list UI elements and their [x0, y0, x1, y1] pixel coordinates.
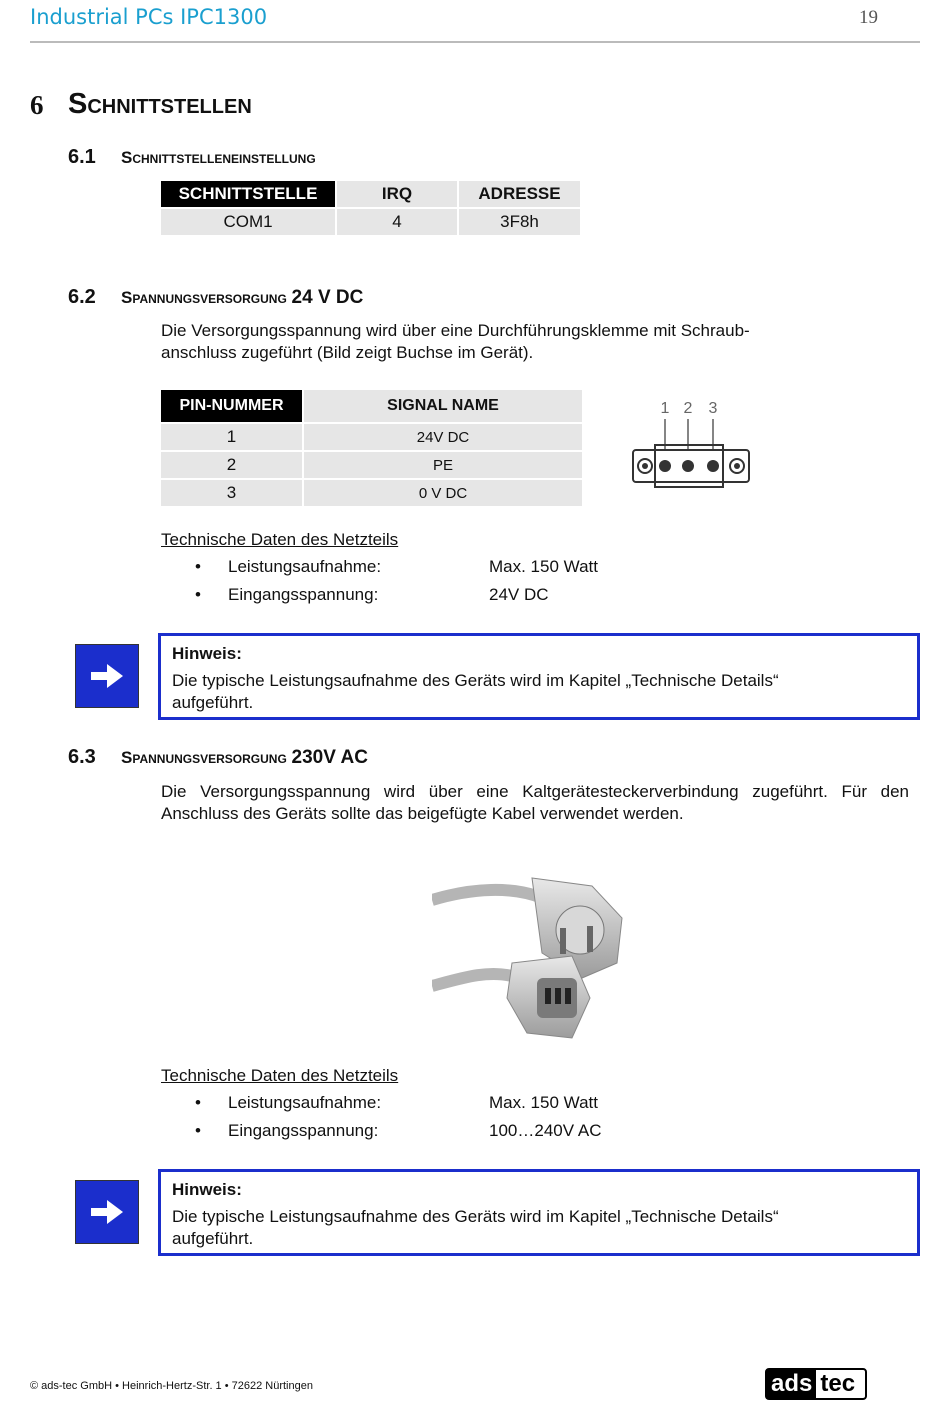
- tech-data-title: Technische Daten des Netzteils: [161, 530, 399, 549]
- note-text: Die typische Leistungsaufnahme des Geräts wird im Kapitel „Technische Details“ aufgeführt.: [172, 1207, 779, 1248]
- table-cell: 3: [161, 480, 302, 506]
- table-cell: 4: [337, 209, 457, 235]
- table-row: [161, 480, 582, 506]
- table-cell: COM1: [161, 209, 335, 235]
- section-title: Spannungsversorgung 230V AC: [121, 747, 368, 768]
- footer-address: © ads-tec GmbH • Heinrich-Hertz-Str. 1 • 72622 Nürtingen: [30, 1380, 313, 1392]
- spec-label: Leistungsaufnahme:: [228, 557, 382, 576]
- pin-label: 1: [660, 400, 670, 417]
- table-header: SIGNAL NAME: [304, 390, 582, 422]
- bullet-icon: •: [195, 557, 201, 576]
- section-paragraph: Die Versorgungsspannung wird über eine Durchführungsklemme mit Schraub- anschluss zugeführt (Bild zeigt Buchse im Gerät).: [161, 321, 750, 362]
- chapter-title: Schnittstellen: [68, 88, 252, 120]
- note-title: Hinweis:: [172, 644, 242, 663]
- note-title: Hinweis:: [172, 1180, 242, 1199]
- table-cell: 0 V DC: [304, 480, 582, 506]
- section-number: 6.3: [68, 746, 96, 768]
- table-header: ADRESSE: [459, 181, 580, 207]
- interface-table: [159, 179, 582, 237]
- note-box: [158, 1169, 920, 1256]
- table-header: IRQ: [337, 181, 457, 207]
- bullet-icon: •: [195, 1121, 201, 1140]
- section-number: 6.2: [68, 286, 96, 308]
- spec-label: Leistungsaufnahme:: [228, 1093, 382, 1112]
- page-header-title: Industrial PCs IPC1300: [30, 5, 268, 29]
- spec-label: Eingangsspannung:: [228, 585, 379, 604]
- table-cell: 24V DC: [304, 424, 582, 450]
- header-divider: [30, 41, 920, 43]
- page-number: 19: [859, 7, 878, 28]
- bullet-icon: •: [195, 585, 201, 604]
- spec-value: Max. 150 Watt: [489, 557, 598, 576]
- pin-table: [159, 388, 584, 508]
- spec-value: 24V DC: [489, 585, 549, 604]
- spec-label: Eingangsspannung:: [228, 1121, 379, 1140]
- section-paragraph: Die Versorgungsspannung wird über eine Kaltgerätesteckerverbindung zugeführt. Für den Anschluss des Geräts sollte das beigefügte Kabel verwendet werden.: [161, 782, 909, 823]
- power-cable-image: [432, 858, 637, 1048]
- table-row: [161, 424, 582, 450]
- arrow-right-icon: [75, 1180, 139, 1244]
- section-number: 6.1: [68, 146, 96, 168]
- bullet-icon: •: [195, 1093, 201, 1112]
- table-row: [161, 452, 582, 478]
- table-cell: PE: [304, 452, 582, 478]
- table-row: [161, 209, 580, 235]
- connector-diagram: [625, 395, 755, 495]
- note-box: [158, 633, 920, 720]
- chapter-number: 6: [30, 90, 44, 120]
- section-title: Schnittstelleneinstellung: [121, 148, 316, 167]
- arrow-right-icon: [75, 644, 139, 708]
- spec-value: Max. 150 Watt: [489, 1093, 598, 1112]
- spec-value: 100…240V AC: [489, 1121, 602, 1140]
- table-header: SCHNITTSTELLE: [161, 181, 335, 207]
- table-cell: 3F8h: [459, 209, 580, 235]
- table-header: PIN-NUMMER: [161, 390, 302, 422]
- note-text: Die typische Leistungsaufnahme des Geräts wird im Kapitel „Technische Details“ aufgeführt.: [172, 671, 779, 712]
- tech-data-title: Technische Daten des Netzteils: [161, 1066, 399, 1085]
- section-title: Spannungsversorgung 24 V DC: [121, 287, 364, 308]
- pin-label: 3: [708, 400, 718, 417]
- ads-tec-logo: ads tec: [765, 1368, 867, 1400]
- pin-label: 2: [683, 400, 693, 417]
- table-cell: 2: [161, 452, 302, 478]
- table-cell: 1: [161, 424, 302, 450]
